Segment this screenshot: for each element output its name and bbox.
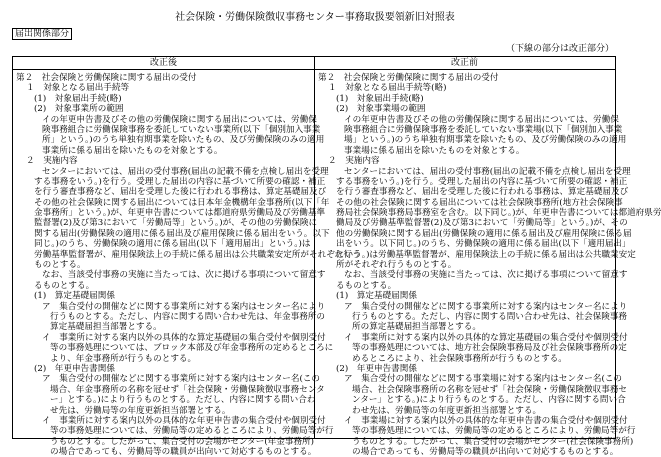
current-text-line: 務局社会保険事務局事務室を含む。以下同じ。)が、年更申告書については都道府県労	[336, 208, 661, 219]
column-heading-current: 改正前	[314, 57, 615, 70]
revised-text-line: その他の社会保険に関する届出については日本年金機構年金事務所(以下「年	[34, 197, 330, 208]
current-text-line: (1) 対象届出手続(略)	[336, 93, 424, 104]
revised-text-line: (1) 対象届出手続(略)	[34, 93, 122, 104]
current-text-line: 場合、社会保険事務所の名称を冠せず「社会保険・労働保険徴収事務セ	[352, 384, 628, 395]
revised-text-line: 場合、年金事務所の名称を冠せず「社会保険・労働保険徴収事務センタ	[50, 384, 325, 395]
current-text-line: という。)は労働基準監督署が、雇用保険法上の手続に係る届出は公共職業安定	[336, 249, 636, 260]
column-heading-revised: 改正後	[13, 57, 314, 70]
current-text-line: センターにおいては、届出の受付事務(届出の記載不備を点検し届出を受理	[344, 166, 631, 177]
current-text-line: 働局及び労働基準監督署(2)及び第3において「労働局等」という。)が、その	[336, 218, 628, 229]
current-text-line: 出をいう。以下同じ。)のうち、労働保険の適用に係る届出(以下「適用届出」	[336, 239, 631, 250]
current-text-line: 行うものとする。ただし、内容に関する問い合わせ先は、社会保険事務	[352, 311, 628, 322]
revised-text-line: ものとする。	[34, 260, 86, 271]
current-text-line: イの年更申告書及びその他の労働保険に関する届出については、労働保	[344, 114, 619, 125]
revised-text-line: ア 集合受付の開催などに関する事業所に対する案内はセンター名により	[42, 301, 326, 312]
current-text-line: その他の社会保険に関する届出については社会保険事務所(地方社会保険事	[336, 197, 623, 208]
section-tag: 届出関係部分	[12, 28, 72, 40]
revised-text-line: ー」とする。)により行うものとする。ただし、内容に関する問い合わ	[50, 395, 316, 406]
current-text-line: 等の事務処理については、労働局等の定めるところにより、労働局等が行	[352, 426, 636, 437]
current-text-line: １ 対象となる届出手続等(略)	[328, 83, 447, 94]
revised-text-line: せ先は、労働局等の年度更新担当部署とする。	[50, 405, 231, 416]
current-text-line: 他の労働保険に関する届出(労働保険の適用に係る届出及び雇用保険に係る届	[336, 228, 632, 239]
current-text-line: (2) 対象事業場の範囲	[336, 104, 426, 115]
revised-text-line: センターにおいては、届出の受付事務(届出の記載不備を点検し届出を受理	[42, 166, 329, 177]
revised-text-line: ア 集合受付の開催などに関する事業所に対する案内はセンター名(この	[42, 374, 321, 385]
revised-text-line: より、年金事務所が行うものとする。	[50, 353, 197, 364]
current-text-line: 所がそれぞれ行うものとする。	[336, 260, 457, 271]
comparison-table	[12, 56, 661, 457]
revised-text-line: イ 事業所に対する案内以外の具体的な算定基礎届の集合受付や個別受付	[42, 332, 326, 343]
current-text-line: るものとする。	[336, 280, 397, 291]
revised-text-line: 行うものとする。ただし、内容に関する問い合わせ先は、年金事務所の	[50, 311, 326, 322]
current-text-line: 事業場に係る届出を除いたものを対象とする。	[344, 145, 525, 156]
document-title: 社会保険・労働保険徴収事務センター事務取扱要領新旧対照表	[175, 12, 455, 23]
revised-text-line: の場合であっても、労働局等の職員が出向いて対応するものとする。	[50, 447, 317, 457]
current-text-line: 所の算定基礎届担当部署とする。	[352, 322, 481, 333]
revised-text-line: るものとする。	[34, 280, 95, 291]
current-text-line: (2) 年更申告書関係	[336, 363, 417, 374]
revised-text-line: なお、当該受付事務の実施に当たっては、次に掲げる事項について留意す	[42, 270, 326, 281]
underline-note: （下線の部分は改正部分）	[505, 44, 614, 54]
current-text-line: わせ先は、労働局等の年度更新担当部署とする。	[352, 405, 542, 416]
revised-text-line: うものとする。したがって、集合受付の会場がセンター(年金事務所)	[50, 436, 315, 447]
current-text-line: の場合であっても、労働局等の職員が出向いて対応するものとする。	[352, 447, 619, 457]
current-text-line: 険事務組合に労働保険事務を委託していない事業場(以下「個別加入事業	[344, 124, 623, 135]
current-text-line: うものとする。したがって、集合受付の会場がセンター(社会保険事務所)	[352, 436, 634, 447]
revised-text-line: 等の事務処理については、ブロック本部及び年金事務所の定めるところに	[50, 343, 334, 354]
current-text-line: 等の事務処理については、地方社会保険事務局及び社会保険事務所の定	[352, 343, 627, 354]
current-text-line: ンター」とする。)により行うものとする。ただし、内容に関する問い合	[352, 395, 626, 406]
revised-text-line: 労働基準監督署が、雇用保険法上の手続に係る届出は公共職業安定所がそれぞれ行う	[34, 249, 361, 260]
current-text-line: ア 集合受付の開催などに関する事業場に対する案内はセンター名(この	[344, 374, 623, 385]
revised-text-line: (2) 対象事業所の範囲	[34, 104, 124, 115]
revised-text-line: (1) 算定基礎届関係	[34, 291, 115, 302]
current-text-line: イ 事業場に対する案内以外の具体的な年更申告書の集合受付や個別受付	[344, 415, 628, 426]
current-text-line: ２ 実施内容	[328, 156, 380, 167]
revised-text-line: 等の事務処理については、労働局等の定めるところにより、労働局等が行	[50, 426, 334, 437]
current-text-line: 第２ 社会保険と労働保険に関する届出の受付	[318, 73, 499, 83]
current-text-line: めるところにより、社会保険事務所が行うものとする。	[352, 353, 567, 364]
revised-text-line: を行う審査事務など、届出を受理した後に行われる事務は、算定基礎届及び	[34, 187, 327, 198]
current-text-line: イ 事業所に対する案内以外の具体的な算定基礎届の集合受付や個別受付	[344, 332, 628, 343]
revised-text-line: イの年更申告書及びその他の労働保険に関する届出については、労働保	[42, 114, 317, 125]
revised-text-line: 監督署(2)及び第3において「労働局等」という。)が、その他の労働保険に	[34, 218, 318, 229]
current-text-line: する事務をいう。)を行う。受理した届出の内容に基づいて所要の確認・補正	[336, 176, 628, 187]
revised-text-line: 金事務所」という。)が、年更申告書については都道府県労働局及び労働基準	[34, 208, 326, 219]
current-text-line: (1) 算定基礎届関係	[336, 291, 417, 302]
revised-text-line: 事業所に係る届出を除いたものを対象とする。	[42, 145, 223, 156]
revised-text-line: 険事務組合に労働保険事務を委託していない事業所(以下「個別加入事業	[42, 124, 321, 135]
revised-text-line: 関する届出(労働保険の適用に係る届出及び雇用保険に係る届出をいう。以下	[34, 228, 330, 239]
current-text-line: ア 集合受付の開催などに関する事業所に対する案内はセンター名により	[344, 301, 628, 312]
revised-text-line: する事務をいう。)を行う。受理した届出の内容に基づいて所要の確認・補正	[34, 176, 326, 187]
current-text-line: を行う審査事務など、届出を受理した後に行われる事務は、算定基礎届及び	[336, 187, 629, 198]
revised-text-line: 所」という。)のうち単独有期事業を除いたもの、及び労働保険のみの適用	[42, 135, 325, 146]
current-column-text	[318, 73, 661, 457]
revised-text-line: (2) 年更申告書関係	[34, 363, 115, 374]
revised-text-line: 同じ。)のうち、労働保険の適用に係る届出(以下「適用届出」という。)は	[34, 239, 311, 250]
revised-text-line: 算定基礎届担当部署とする。	[50, 322, 162, 333]
current-text-line: 場」という。)のうち単独有期事業を除いたもの、及び労働保険のみの適用	[344, 135, 627, 146]
revised-text-line: １ 対象となる届出手続等	[26, 83, 130, 94]
revised-column-text	[16, 73, 361, 457]
revised-text-line: ２ 実施内容	[26, 156, 78, 167]
revised-text-line: イ 事業所に対する案内以外の具体的な年更申告書の集合受付や個別受付	[42, 415, 326, 426]
revised-text-line: 第２ 社会保険と労働保険に関する届出の受付	[16, 73, 197, 83]
current-text-line: なお、当該受付事務の実施に当たっては、次に掲げる事項について留意す	[344, 270, 628, 281]
